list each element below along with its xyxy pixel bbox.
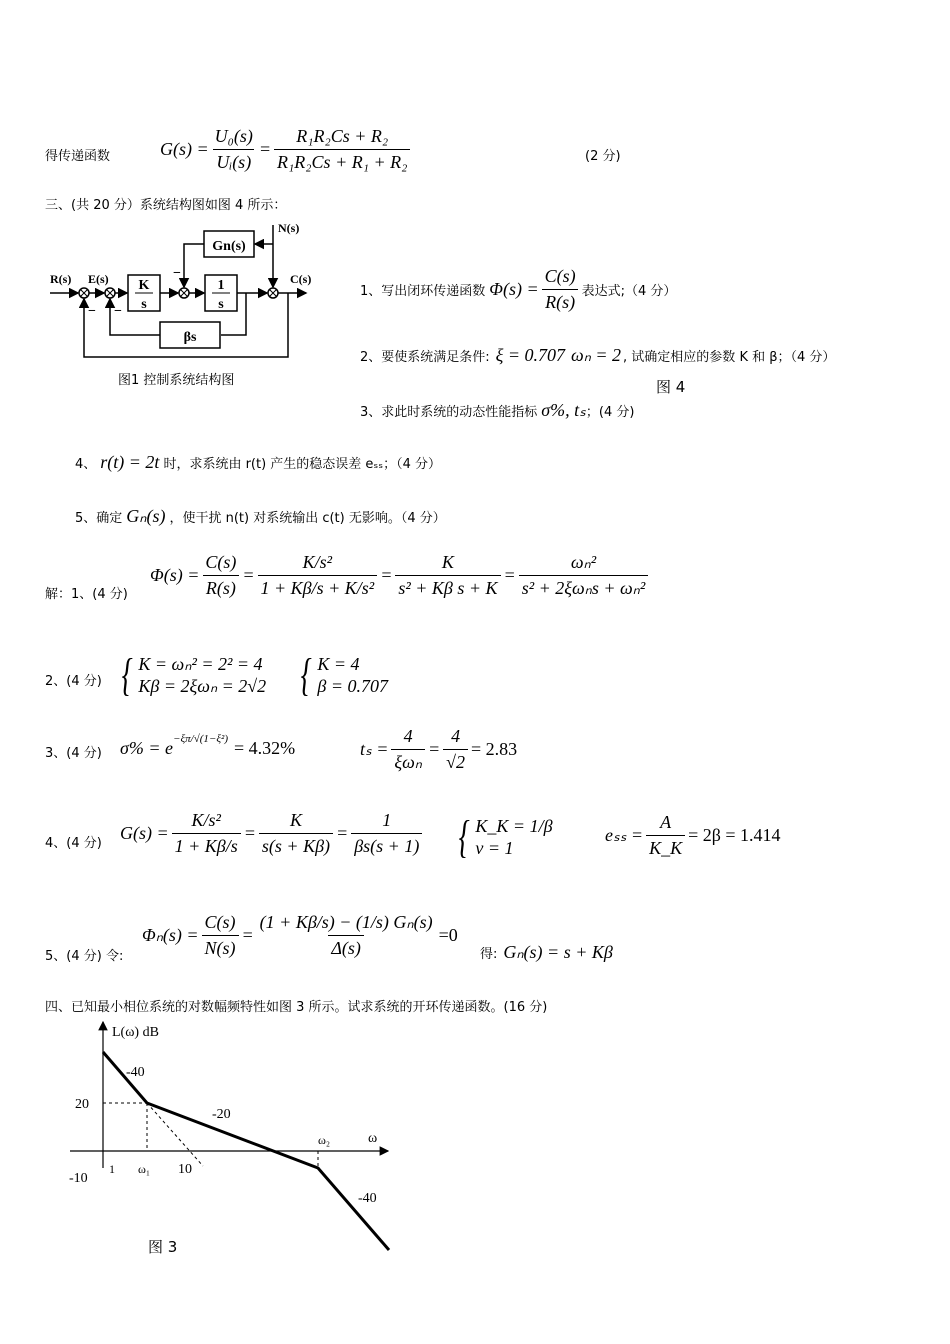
- label-k-s: s: [141, 297, 147, 312]
- label-c: C(s): [290, 272, 312, 286]
- slope-label-3: -40: [358, 1191, 377, 1206]
- s3-ts-f2-num: 4: [451, 726, 461, 746]
- s1-f2-num: K/s²: [302, 552, 333, 572]
- s4-system: { K_K = 1/β v = 1: [458, 811, 553, 862]
- s2-eq1: K = ωₙ² = 2² = 4: [138, 653, 263, 674]
- s1-formula: Φ(s) = $\frac{C(s)}{R(s)}$ = $\frac{\text{K/s²}}{\text{1 + Kβ/s + K/s²}}$ = $\frac{K}{\text{s² + Kβ s + K}}$ = $\frac{\text{ωₙ²}}{\text{s² + 2ξωₙs + ωₙ²}}$: [150, 552, 651, 599]
- bode-plot: [60, 1018, 410, 1258]
- s4-label: 4、(4 分): [45, 836, 102, 851]
- s2-res1: K = 4: [317, 653, 360, 674]
- s4-f2-den: s(s + Kβ): [259, 833, 333, 857]
- q1-text: 1、写出闭环传递函数: [360, 284, 486, 299]
- slope-label-1: -40: [126, 1065, 145, 1080]
- q3-text: 3、求此时系统的动态性能指标: [360, 405, 538, 420]
- s2-system: { K = ωₙ² = 2² = 4 Kβ = 2ξωₙ = 2√2: [121, 649, 267, 700]
- s4-f3-den: βs(s + 1): [351, 833, 422, 857]
- s1-f4-num: ωₙ²: [570, 552, 597, 572]
- s3-settling-time: tₛ = $\frac{4}{\text{ξωₙ}}$ = $\frac{4}{√2}$ = 2.83: [360, 726, 518, 772]
- intro-label: 得传递函数: [45, 149, 111, 164]
- s4-f2-num: K: [289, 810, 302, 830]
- label-gn: Gn(s): [212, 239, 246, 254]
- s3-ts-f1-den: ξωₙ: [391, 749, 425, 773]
- s4-lhs: G(s) =: [120, 823, 169, 843]
- s1-f1-num: C(s): [205, 552, 237, 572]
- label-k: K: [138, 278, 150, 293]
- s5-f1-num: C(s): [204, 912, 236, 932]
- question-4: [75, 452, 441, 473]
- s5-result: [480, 942, 613, 963]
- question-2: [360, 345, 835, 366]
- s3-ts-f1-num: 4: [403, 726, 413, 746]
- intro-num1: U₀(s): [214, 126, 253, 146]
- q3-suffix: ；(4 分): [585, 405, 635, 420]
- q1-den: R(s): [542, 289, 578, 313]
- q1-suffix: 表达式;（4 分）: [581, 284, 677, 299]
- q4-prefix: 4、: [75, 457, 97, 472]
- s3-overshoot: [120, 732, 296, 759]
- s4-f3-num: 1: [382, 810, 392, 830]
- s1-f2-den: 1 + Kβ/s + K/s²: [258, 575, 378, 599]
- q2-text: 2、要使系统满足条件:: [360, 350, 490, 365]
- s4-ess: [605, 812, 781, 859]
- bode-caption: 图 3: [148, 1238, 178, 1256]
- s1-f4-den: s² + 2ξωₙs + ωₙ²: [519, 575, 649, 599]
- s5-f2-den: Δ(s): [328, 935, 364, 959]
- q3-vars: σ%, tₛ: [541, 400, 586, 420]
- s3-label: 3、(4 分): [45, 746, 102, 761]
- y-axis-label: L(ω) dB: [112, 1025, 159, 1040]
- intro-score: (2 分): [585, 149, 621, 164]
- s2-label: 2、(4 分): [45, 674, 102, 689]
- s4-f1-den: 1 + Kβ/s: [172, 833, 241, 857]
- fig-label-4: 图 4: [656, 378, 686, 396]
- label-int-s: s: [218, 297, 224, 312]
- s2-eq2: Kβ = 2ξωₙ = 2√2: [138, 676, 267, 696]
- s4-formula: G(s) = $\frac{\text{K/s²}}{1 + K\beta/s}$ = $\frac{K}{s(s + K\beta)}$ = $\frac{1}{\beta s(s + 1)}$: [120, 810, 425, 857]
- q2-suffix: , 试确定相应的参数 K 和 β；（4 分）: [623, 350, 836, 365]
- q1-lhs: Φ(s) =: [489, 279, 539, 299]
- tick-1: 1: [109, 1162, 115, 1176]
- s4-ess-num: A: [660, 812, 672, 832]
- q1-num: C(s): [544, 266, 576, 286]
- q2-cond2: ωₙ = 2: [571, 345, 622, 365]
- question-5: [75, 506, 446, 527]
- s3-overshoot-exp: −ξπ/√(1−ξ²): [173, 732, 229, 745]
- diagram-caption: 图1 控制系统结构图: [118, 373, 235, 388]
- label-e: E(s): [88, 272, 109, 286]
- tick-neg10: -10: [69, 1171, 88, 1186]
- s4-ess-den: K_K: [646, 835, 685, 859]
- intro-formula: G(s) = $\frac{\text{U₀(s)}}{\text{Uᵢ(s)}}$ = $\frac{\text{R₁R₂Cs + R₂}}{\text{R₁R₂Cs + R₁ + R₂}}$: [160, 126, 413, 173]
- s5-f2-num: (1 + Kβ/s) − (1/s) Gₙ(s): [259, 912, 433, 932]
- s3-overshoot-val: = 4.32%: [234, 738, 296, 758]
- intro-den1: Uᵢ(s): [213, 149, 254, 173]
- minus-1: −: [88, 304, 96, 319]
- intro-num2: R₁R₂Cs + R₂: [296, 126, 389, 146]
- tick-20: 20: [75, 1097, 89, 1112]
- s3-ts-val: = 2.83: [471, 739, 518, 759]
- q5-prefix: 5、确定: [75, 511, 123, 526]
- question-1: [360, 266, 676, 313]
- s1-lhs: Φ(s) =: [150, 565, 200, 585]
- s3-ts-f2-den: √2: [443, 749, 468, 773]
- s1-label: 解：1、(4 分): [45, 587, 128, 602]
- s4-ess-lhs: eₛₛ =: [605, 825, 644, 845]
- s3-ts-lhs: tₛ =: [360, 739, 389, 759]
- q5-text: ，使干扰 n(t) 对系统输出 c(t) 无影响。（4 分）: [169, 511, 446, 526]
- s1-f3-num: K: [441, 552, 454, 572]
- s4-ess-val: = 2β = 1.414: [688, 825, 781, 845]
- q2-cond1: ξ = 0.707: [495, 345, 566, 365]
- question-3: [360, 400, 634, 421]
- intro-lhs: G(s) =: [160, 139, 209, 159]
- tick-w2: ω₂: [318, 1133, 331, 1147]
- section3-heading: 三、(共 20 分）系统结构图如图 4 所示：: [45, 198, 287, 213]
- s1-f1-den: R(s): [203, 575, 239, 599]
- x-axis-label: ω: [368, 1131, 378, 1146]
- s2-result: { K = 4 β = 0.707: [300, 649, 389, 700]
- label-int-1: 1: [217, 278, 225, 293]
- minus-3: −: [173, 266, 181, 281]
- label-beta: βs: [183, 330, 197, 345]
- s5-eq-zero: =0: [438, 925, 458, 945]
- s4-nu: v = 1: [475, 838, 514, 858]
- s2-res2: β = 0.707: [317, 676, 389, 696]
- q5-var: Gₙ(s): [126, 506, 166, 526]
- label-n: N(s): [278, 221, 300, 235]
- s1-f3-den: s² + Kβ s + K: [395, 575, 500, 599]
- block-diagram: [40, 215, 340, 390]
- tick-10: 10: [178, 1162, 192, 1177]
- intro-den2: R₁R₂Cs + R₁ + R₂: [274, 149, 410, 173]
- s5-result-label: 得:: [480, 947, 498, 962]
- s5-lhs: Φₙ(s) =: [142, 925, 199, 945]
- q4-formula: r(t) = 2t: [100, 452, 160, 472]
- s5-f1-den: N(s): [202, 935, 239, 959]
- s4-kk: K_K = 1/β: [475, 815, 553, 836]
- s5-formula: Φₙ(s) = $\frac{C(s)}{N(s)}$ = $\frac{\text{(1 + Kβ/s) − (1/s) Gₙ(s)}}{\Delta(s)}$ =0: [142, 912, 458, 958]
- slope-label-2: -20: [212, 1107, 231, 1122]
- tick-w1: ω₁: [138, 1162, 151, 1176]
- s5-result-formula: Gₙ(s) = s + Kβ: [503, 942, 613, 962]
- s3-overshoot-lhs: σ% = e: [120, 738, 174, 758]
- section4-heading: 四、已知最小相位系统的对数幅频特性如图 3 所示。试求系统的开环传递函数。(16 分): [45, 1000, 548, 1015]
- q4-text: 时，求系统由 r(t) 产生的稳态误差 eₛₛ；（4 分）: [163, 457, 442, 472]
- label-r: R(s): [50, 272, 72, 286]
- s5-label: 5、(4 分) 令:: [45, 949, 124, 964]
- s4-f1-num: K/s²: [191, 810, 221, 830]
- minus-2: −: [114, 304, 122, 319]
